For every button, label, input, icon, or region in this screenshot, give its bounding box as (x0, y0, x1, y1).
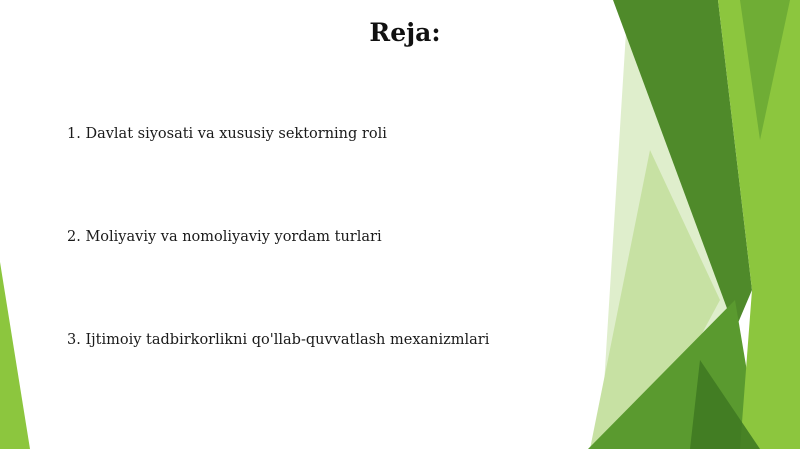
plan-item-1: 1. Davlat siyosati va xususiy sektorning roli (67, 126, 387, 142)
slide-title: Reja: (369, 18, 441, 47)
left-green-sliver (0, 262, 30, 449)
plan-item-2: 2. Moliyaviy va nomoliyaviy yordam turlari (67, 229, 382, 245)
plan-item-3: 3. Ijtimoiy tadbirkorlikni qo'llab-quvvatlash mexanizmlari (67, 332, 490, 348)
